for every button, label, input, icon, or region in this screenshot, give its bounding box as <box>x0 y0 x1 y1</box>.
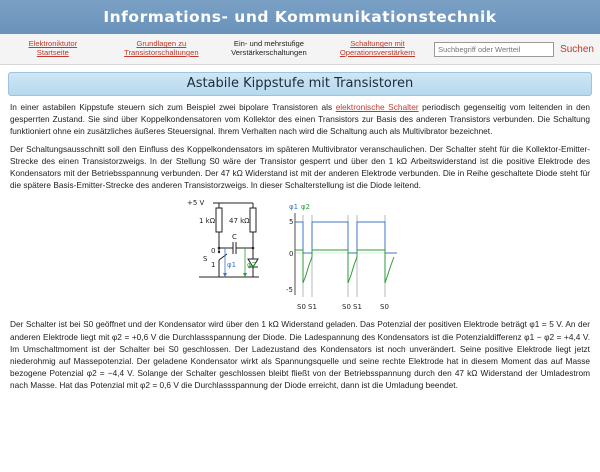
phi1-trace <box>295 222 397 253</box>
switch-markers <box>303 215 385 297</box>
nav-item-verstaerker[interactable]: Ein- und mehrstufige Verstärkerschaltungen <box>231 39 307 57</box>
site-header <box>0 0 600 34</box>
x-label-s1-a: S1 <box>308 303 317 312</box>
phi2-trace <box>295 250 394 283</box>
label-r2: 47 kΩ <box>229 217 250 226</box>
paragraph-intro <box>10 101 590 138</box>
paragraph-circuit: Der Schaltungsausschnitt soll den Einfluss des Koppelkondensators im späteren Multivibrator veranschaulichen. Der Schalter steht für die Kollektor-Emitter-Strecke des einen Transistorzweigs. In der Stellung S0 wäre der Transistor gesperrt und über den 1 kΩ Arbeitswiderstand ist die positive Elektrode des Kondensators mit der Betriebsspannung verbunden. Der 47 kΩ Widerstand ist mit der anderen Elektrode verbunden. Die in Reihe geschaltete Diode steht für die spätere Basis-Emitter-Strecke des anderen Transistorzweigs. In dieser Schalterstellung ist die Diode leitend. <box>10 143 590 191</box>
paragraph-intro-text-b: periodisch gegenseitig vom leitenden in den gesperrten Zustand. Sie sind über Koppelkondensatoren vom Kollektor des einen Transistors zur Basis des anderen Transistors verbunden. Die Schaltung funktioniert ohne ein zusätzliches äußeres Steuersignal. Ihrem Verhalten nach wird die Schaltung auch als Multivibrator bezeichnet. <box>10 102 590 137</box>
page-heading-wrap <box>0 65 600 96</box>
label-switch-1: 1 <box>211 261 216 270</box>
label-switch-0: 0 <box>211 247 216 256</box>
x-labels <box>297 303 389 311</box>
nav-item-operationsverstaerker[interactable]: Schaltungen mit Operationsverstärkern <box>339 39 416 57</box>
circuit-and-plot <box>185 195 415 313</box>
paragraph-explanation: Der Schalter ist bei S0 geöffnet und der Kondensator wird über den 1 kΩ Widerstand geladen. Das Potenzial der positiven Elektrode beträgt φ1 = 5 V. An der anderen Elektrode liegt mit φ2 = +0,6 V die Durchlassspannung der Diode. Die Ladespannung des Kondensators ist die Potenzialdifferenz φ1 − φ2 = +4,4 V. Im Umschaltmoment ist der Schalter bei S0 geschlossen. Der Ladezustand des Kondensators ist noch unverändert. Seine positive Elektrode liegt jetzt niederohmig auf Massepotenzial. Der geladene Kondensator wirkt als Spannungsquelle und seine rechte Elektrode hat in diesem Moment das auf Masse bezogene Potenzial φ2 = −4,4 V. Solange der Schalter geschlossen bleibt fließt von der Betriebsspannung durch den 47 kΩ Widerstand der Umladestrom nach Masse. Hat das Potenzial mit φ2 = 0,6 V die Durchlassspannung der Diode erreicht, dann ist die Umladung beendet. <box>10 319 590 391</box>
label-capacitor: C <box>232 233 237 242</box>
search-area <box>434 42 594 57</box>
circuit-figure <box>10 195 590 313</box>
page-title: Astabile Kippstufe mit Transistoren <box>8 72 592 96</box>
x-label-s0-a: S0 <box>297 303 306 312</box>
search-input[interactable] <box>434 42 554 57</box>
y-tick-0: 0 <box>289 250 294 259</box>
label-phi2: φ2 <box>247 261 257 270</box>
label-supply: +5 V <box>187 199 205 208</box>
label-switch: S <box>203 255 208 264</box>
paragraph-intro-text-a: In einer astabilen Kippstufe steuern sich zum Beispiel zwei bipolare Transistoren als <box>10 102 336 112</box>
y-tick-minus5: -5 <box>286 286 293 295</box>
x-label-s1-b: S1 <box>353 303 362 312</box>
label-phi1: φ1 <box>227 261 237 270</box>
x-label-s0-c: S0 <box>380 303 389 312</box>
search-button[interactable]: Suchen <box>560 43 594 55</box>
nav-item-grundlagen[interactable]: Grundlagen zu Transistorschaltungen <box>124 39 199 57</box>
y-tick-5: 5 <box>289 218 294 227</box>
main-content <box>0 101 600 392</box>
site-title: Informations- und Kommunikationstechnik <box>103 8 497 26</box>
link-elektronische-schalter[interactable]: elektronische Schalter <box>335 102 419 112</box>
legend-phi2: φ2 <box>301 203 311 212</box>
label-r1: 1 kΩ <box>199 217 216 226</box>
legend-phi1: φ1 <box>289 203 299 212</box>
x-label-s0-b: S0 <box>342 303 351 312</box>
top-navigation <box>0 34 600 65</box>
nav-item-startseite[interactable]: Elektroniktutor Startseite <box>28 39 78 57</box>
